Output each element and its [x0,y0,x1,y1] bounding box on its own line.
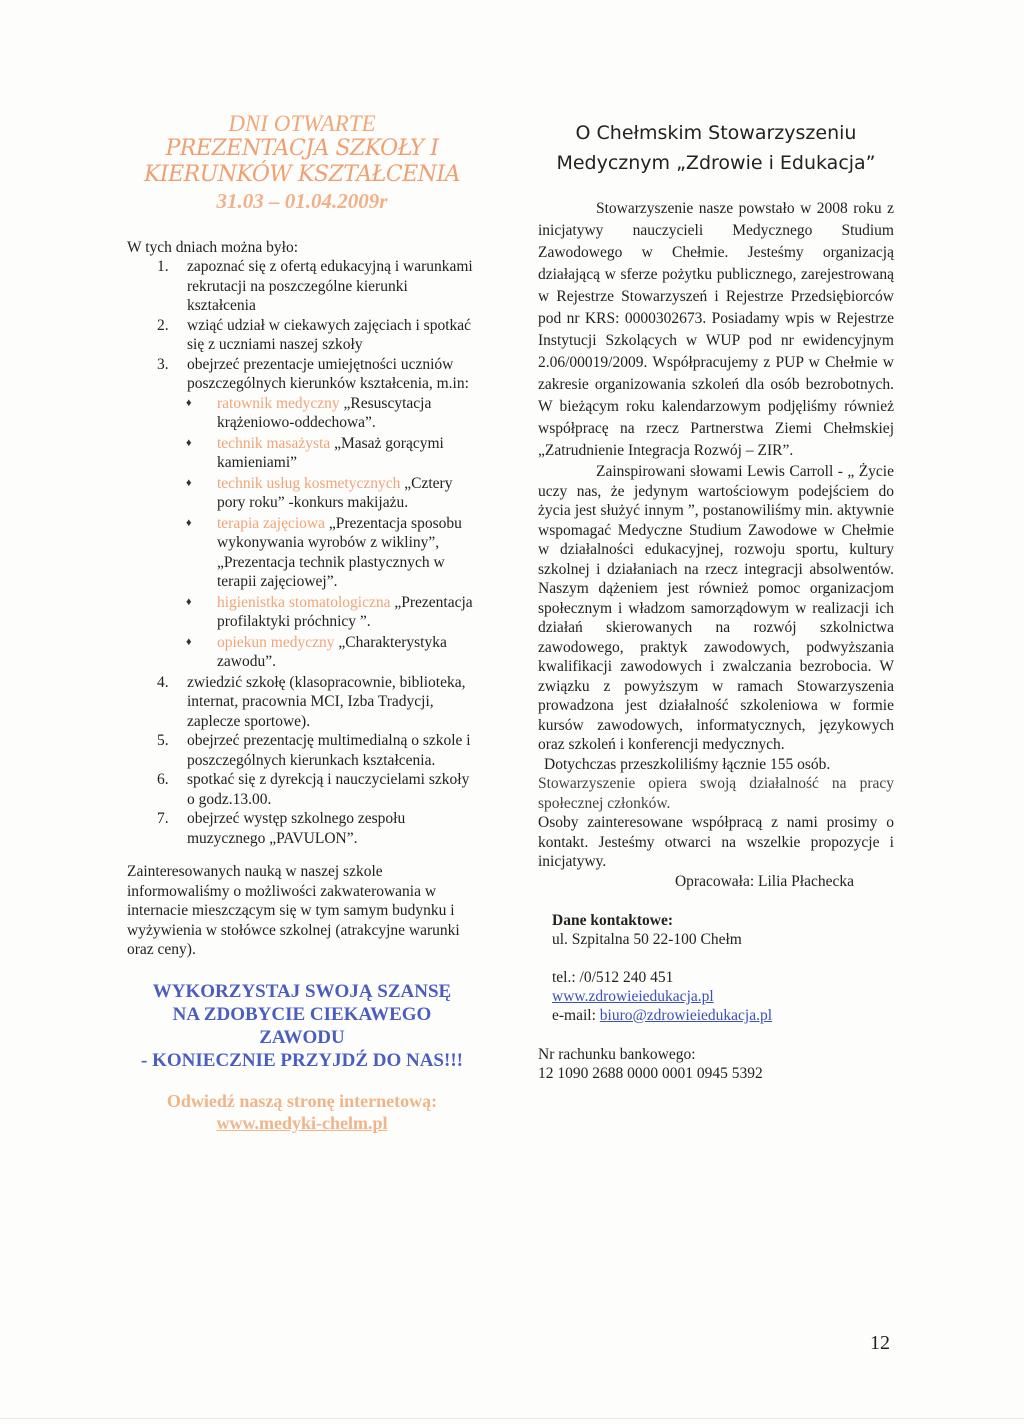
list-item: 5. obejrzeć prezentację multimedialną o szkole i poszczególnych kierunkach kształcenia. [157,732,471,769]
email-label: e-mail: [552,1007,600,1024]
paragraph: Zainspirowani słowami Lewis Carroll - „ Życie uczy nas, że jedynym wartościowym podejściem do życia jest służyć innym ”, postanowiliśmy min. aktywnie wspomagać Medyczne Studium Zawodowe w Chełmie w działalności edukacyjnej, rozwoju sportu, kultury szkolnej i działaniach na rzecz integracji absolwentów. Naszym dążeniem jest również pomoc organizacjom społecznym i władzom samorządowym w realizacji ich działań skierowanych na rozwój szkolnictwa zawodowego, praktyk zawodowych, podwyższania kwalifikacji zawodowych i zwalczania bezrobocia. W związku z powyższym w ramach Stowarzyszenia prowadzona jest działalność szkoleniowa w formie kursów zawodowych, informatycznych, językowych oraz szkoleń i konferencji medycznych. [538,463,894,753]
sub-list-item: ♦ opiekun medyczny „Charakterystyka zawodu”. [186,633,447,670]
presentations-sublist [187,394,477,672]
association-description [538,198,894,891]
bank-number: 12 1090 2688 0000 0001 0945 5392 [538,1065,763,1082]
list-item: 6. spotkać się z dyrekcją i nauczycielami szkoły o godz.13.00. [157,771,470,808]
association-title: O Chełmskim Stowarzyszeniu Medycznym „Zdrowie i Edukacja” [556,122,876,174]
paragraph: Osoby zainteresowane współpracą z nami prosimy o kontakt. Jesteśmy otwarci na wszelkie propozycje i inicjatywy. [538,814,894,870]
list-item: 2. wziąć udział w ciekawych zajęciach i spotkać się z uczniami naszej szkoły [157,316,472,353]
association-website-link[interactable]: www.zdrowieiedukacja.pl [552,988,714,1005]
paragraph: Dotychczas przeszkoliliśmy łącznie 155 osób. [544,755,831,773]
list-item: 7. obejrzeć występ szkolnego zespołu muzycznego „PAVULON”. [157,810,406,847]
school-website-link[interactable]: www.medyki-chelm.pl [216,1112,388,1133]
diamond-bullet-icon: ♦ [186,516,192,529]
bank-account [538,1045,894,1083]
presentation-title: PREZENTACJA SZKOŁY I [165,136,439,161]
address: ul. Szpitalna 50 22-100 Chełm [552,931,742,948]
list-item: 3. obejrzeć prezentacje umiejętności uczniów poszczególnych kierunków kształcenia, m.in: ♦ ratownik medyczny „Resuscytacja krążeniowo-oddechowa”. ♦ technik masażysta „Masaż gorącymi kamieniami” ♦ technik usług kosmetycznych „Cztery pory roku” -konkurs makijażu. ♦ terapia zajęciowa „Prezentacja sposobu wykonywania wyrobów z wikliny”, „Prezentacja technik plastycznych w terapii zajęciowej”. ♦ higienistka stomatologiczna „Prezentacja profilaktyki próchnicy ”. ♦ opiekun medyczny „Charakterystyka zawodu”. [127,355,477,672]
right-column [538,118,894,1083]
paragraph: Stowarzyszenie nasze powstało w 2008 roku z inicjatywy nauczycieli Medycznego Studium Zawodowego w Chełmie. Jesteśmy organizacją działającą w sferze pożytku publicznego, zarejestrowaną w Rejestrze Stowarzyszeń i Rejestrze Przedsiębiorców pod nr KRS: 0000302673. Posiadamy wpis w Rejestrze Instytucji Szkolących w WUP pod nr ewidencyjnym 2.06/00019/2009. Współpracujemy z PUP w Chełmie w zakresie organizowania szkoleń dla osób bezrobotnych. W bieżącym roku kalendarzowym podjęliśmy również współpracę na rzecz Partnerstwa Ziemi Chełmskiej „Zatrudnienie Integracja Rozwój – ZIR”. [538,200,894,459]
sub-list-item: ♦ technik masażysta „Masaż gorącymi kamieniami” [186,434,444,471]
sub-list-item: ♦ technik usług kosmetycznych „Cztery pory roku” -konkurs makijażu. [186,474,453,511]
sub-list-item: ♦ higienistka stomatologiczna „Prezentacja profilaktyki próchnicy ”. [186,593,473,630]
contact-label: Dane kontaktowe: [552,912,673,929]
diamond-bullet-icon: ♦ [186,476,192,489]
scan-edge [0,1418,1024,1419]
activities-list [127,257,477,848]
event-date: 31.03 – 01.04.2009r [216,189,388,213]
paragraph: Stowarzyszenie opiera swoją działalność na pracy społecznej członków. [538,775,894,812]
diamond-bullet-icon: ♦ [186,595,192,608]
website-promo [127,1090,477,1134]
diamond-bullet-icon: ♦ [186,436,192,449]
accommodation-note: Zainteresowanych nauką w naszej szkole informowaliśmy o możliwości zakwaterowania w internacie mieszczącym się w tym samym budynku i wyżywienia w stołówce szkolnej (atrakcyjne warunki oraz ceny). [127,863,460,958]
diamond-bullet-icon: ♦ [186,635,192,648]
sub-list-item: ♦ ratownik medyczny „Resuscytacja krążeniowo-oddechowa”. [186,394,432,431]
list-item: 1. zapoznać się z ofertą edukacyjną i warunkami rekrutacji na poszczególne kierunki kształcenia [157,258,473,314]
author-signature: Opracowała: Lilia Płachecka [674,872,854,890]
website-promo-text: Odwiedź naszą stronę internetową: [166,1090,438,1111]
left-column [127,112,477,1134]
contact-details [538,911,894,1025]
page-number: 12 [870,1332,890,1354]
bank-label: Nr rachunku bankowego: [538,1046,696,1063]
phone: tel.: /0/512 240 451 [552,969,674,986]
email-link[interactable]: biuro@zdrowieiedukacja.pl [599,1007,773,1024]
list-item: 4. zwiedzić szkołę (klasopracownie, biblioteka, internat, pracownia MCI, Izba Tradycji, zaplecze sportowe). [157,673,466,730]
open-days-title: DNI OTWARTE [228,111,376,136]
intro-text: W tych dniach można było: [127,239,299,256]
sub-list-item: ♦ terapia zajęciowa „Prezentacja sposobu wykonywania wyrobów z wikliny”, „Prezentacja technik plastycznych w terapii zajęciowej”. [186,514,462,590]
diamond-bullet-icon: ♦ [186,396,192,409]
call-to-action: WYKORZYSTAJ SWOJĄ SZANSĘ NA ZDOBYCIE CIEKAWEGO ZAWODU - KONIECZNIE PRZYJDŹ DO NAS!!! [141,980,463,1071]
programs-title: KIERUNKÓW KSZTAŁCENIA [143,162,461,187]
